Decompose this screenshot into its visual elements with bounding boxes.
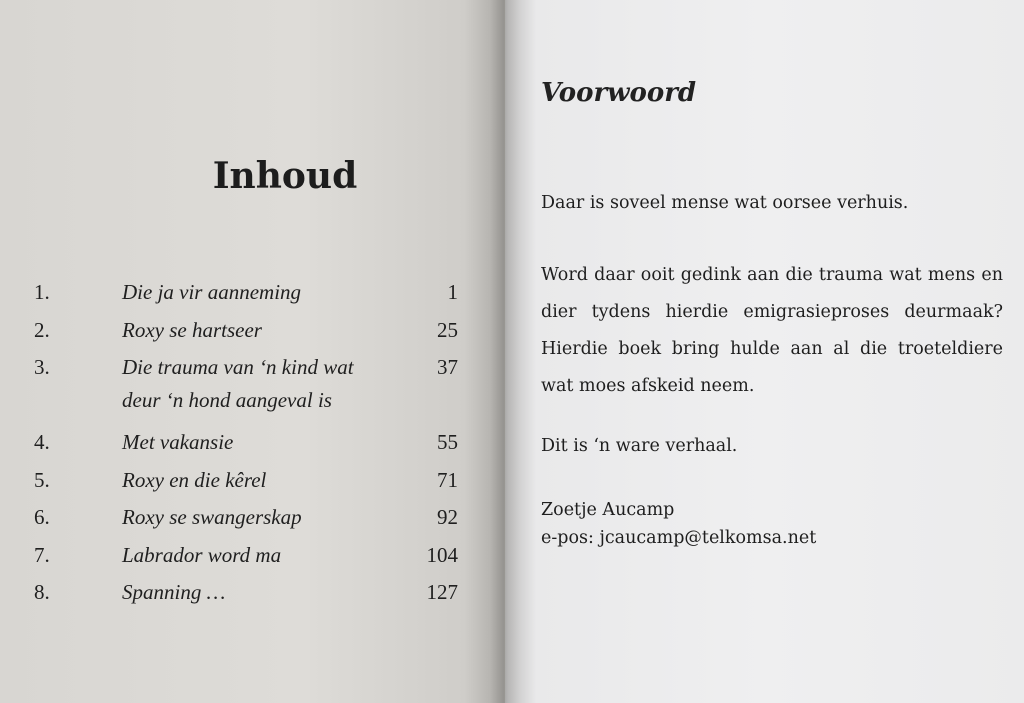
foreword-paragraph-2: Word daar ooit gedink aan die trauma wat mens en dier tydens hierdie emigrasieproses deurmaak? Hierdie boek bring hulde aan al die troeteldiere wat moes afskeid neem.: [541, 265, 1003, 396]
toc-title: Roxy se hartseer: [122, 317, 262, 342]
toc-entry: [0, 355, 505, 430]
author-name: Zoetje Aucamp: [541, 500, 675, 520]
toc-number: 7.: [34, 542, 50, 567]
toc-entry: [0, 468, 505, 506]
toc-page: 127: [426, 580, 458, 604]
toc-title: Labrador word ma: [122, 542, 282, 567]
author-email: e-pos: jcaucamp@telkomsa.net: [541, 528, 817, 548]
toc-page: 92: [437, 505, 458, 529]
toc-page: 1: [447, 280, 458, 304]
foreword-heading: Voorwoord: [541, 78, 697, 108]
toc-page: 25: [437, 317, 458, 342]
toc-number: 4.: [34, 430, 50, 454]
foreword-paragraph-1: Daar is soveel mense wat oorsee verhuis.: [541, 193, 909, 213]
toc-entry: [0, 580, 505, 618]
toc-title-line1: Die trauma van ‘n kind wat: [122, 355, 354, 379]
toc-entry: [0, 280, 505, 318]
toc-page: 104: [426, 542, 458, 567]
toc-page: 37: [437, 355, 458, 379]
toc-page: 55: [437, 430, 458, 454]
toc-title: Spanning …: [122, 580, 226, 604]
book-gutter-shadow: [490, 0, 520, 703]
toc-heading: Inhoud: [212, 155, 358, 197]
toc-number: 2.: [34, 317, 50, 342]
toc-title: Roxy en die kêrel: [122, 467, 267, 492]
toc-number: 3.: [34, 355, 50, 379]
left-page: [0, 0, 505, 703]
toc-number: 1.: [34, 280, 50, 304]
toc-entry: [0, 318, 505, 356]
toc-entry: [0, 430, 505, 468]
toc-title-multiline: [122, 355, 354, 413]
toc-entry: [0, 505, 505, 543]
foreword-paragraph-3: Dit is ‘n ware verhaal.: [541, 436, 738, 456]
toc-title: Met vakansie: [122, 430, 234, 454]
toc-entry: [0, 543, 505, 581]
toc-title: Roxy se swangerskap: [122, 505, 302, 529]
toc-list: [0, 280, 505, 618]
toc-number: 5.: [34, 467, 50, 492]
toc-number: 6.: [34, 505, 50, 529]
toc-title-line2: deur ‘n hond aangeval is: [122, 388, 332, 412]
toc-title: Die ja vir aanneming: [122, 280, 302, 304]
toc-number: 8.: [34, 580, 50, 604]
toc-page: 71: [437, 467, 458, 492]
